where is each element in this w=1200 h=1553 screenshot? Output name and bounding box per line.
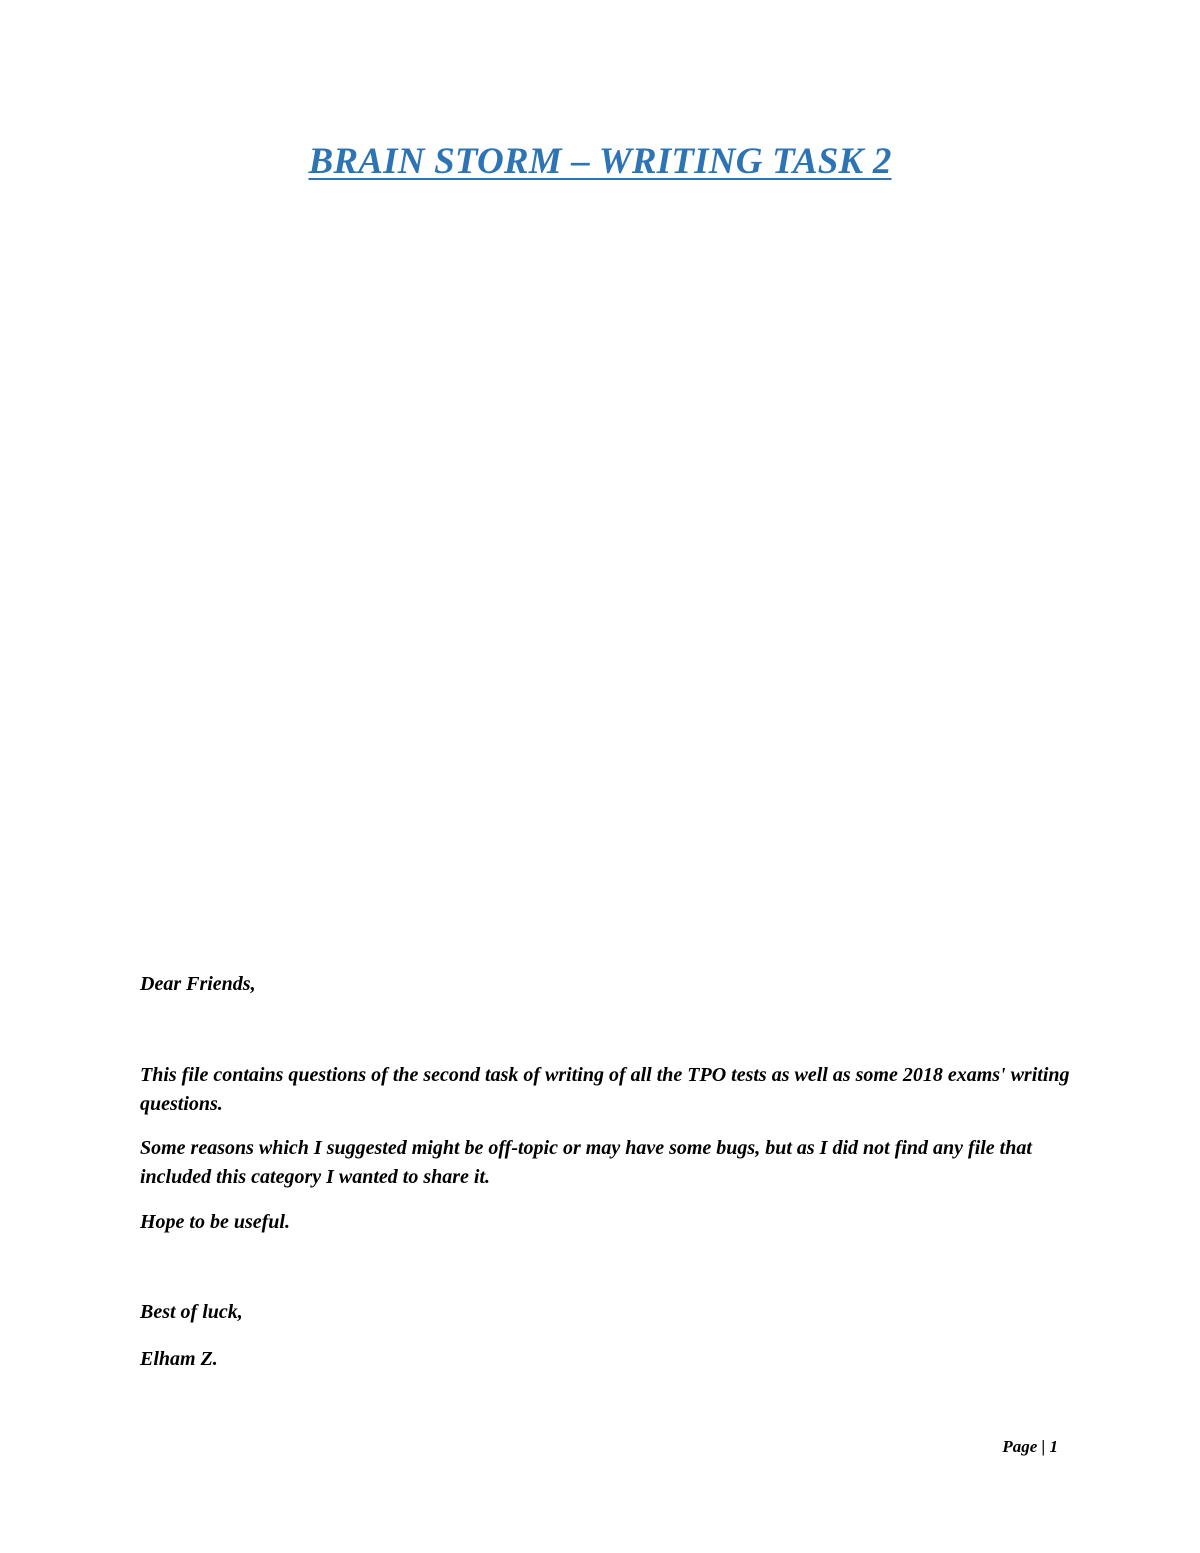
paragraph-wish: Hope to be useful. <box>140 1211 290 1233</box>
greeting: Dear Friends, <box>140 973 256 995</box>
paragraph-disclaimer: Some reasons which I suggested might be off-topic or may have some bugs, but as I did not find any file that included this category I wanted to share it. <box>140 1137 1032 1188</box>
closing-line: Best of luck, <box>140 1301 243 1323</box>
signature: Elham Z. <box>140 1348 218 1370</box>
page-number: Page | 1 <box>1002 1437 1058 1456</box>
document-title: BRAIN STORM – WRITING TASK 2 <box>308 141 892 182</box>
paragraph-intro: This file contains questions of the second task of writing of all the TPO tests as well as some 2018 exams' writing questions. <box>140 1064 1070 1115</box>
